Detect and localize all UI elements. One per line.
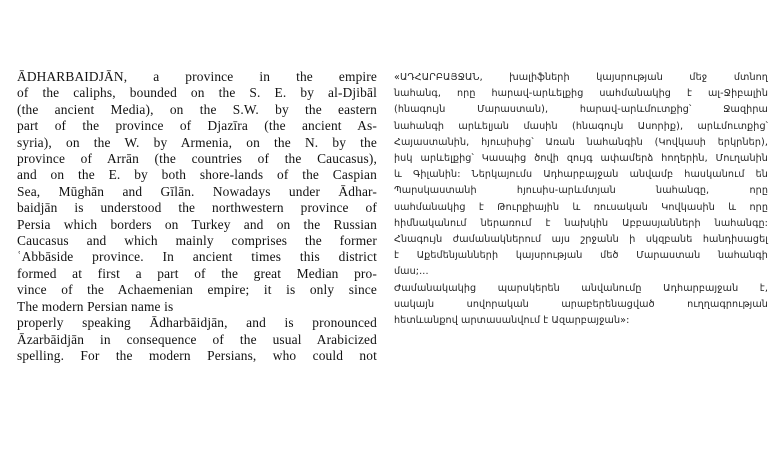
english-line: (the ancient Media), on the S.W. by the eastern bbox=[17, 101, 377, 117]
english-line: Sea, Mūghān and Gīlān. Nowadays under Ādhar- bbox=[17, 183, 377, 199]
english-line: part of the province of Djazīra (the ancient As- bbox=[17, 118, 377, 134]
armenian-line: նահանգ, որը հարավ-արևելքից սահմանակից է ալ-Ջիբալին bbox=[394, 88, 768, 100]
english-line: syria), on the W. by Armenia, on the N. by the bbox=[17, 134, 377, 150]
armenian-line: սահմանակից է Թուրքիային և ռուսական Կովկասին և որը bbox=[394, 201, 768, 213]
english-line: Caucasus and which mainly comprises the former bbox=[17, 233, 377, 249]
armenian-line: նահանգի արևելյան մասին (հնագույն Ասորիք), արևմուտքից՝ bbox=[394, 120, 768, 132]
english-line: The modern Persian name is bbox=[17, 298, 174, 314]
english-line: and on the E. by both shore-lands of the Caspian bbox=[17, 167, 377, 183]
armenian-text-column bbox=[394, 70, 768, 329]
english-line: spelling. For the modern Persians, who could not bbox=[17, 347, 377, 363]
armenian-line: իսկ արևելքից՝ Կասպից ծովի զույգ ափամերձ հողերին, Մուղանին bbox=[394, 153, 768, 165]
armenian-line: Պարսկաստանի հյուսիս-արևմտյան նահանգը, որը bbox=[394, 185, 768, 197]
armenian-line: սակայն սովորական արաբերենացված ուղղագրության bbox=[394, 298, 768, 310]
armenian-line: Ժամանակակից պարսկերեն անվանումը Ադհարբայջան է, bbox=[394, 282, 768, 294]
armenian-line: Հնագույն ժամանակներում այս շրջանն ի սկզբանե հանդիսացել bbox=[394, 234, 768, 246]
armenian-line: մաս;... bbox=[394, 266, 429, 278]
armenian-line: հիմնականում ներառում է նախկին Աբբասյանների նահանգը: bbox=[394, 217, 768, 229]
english-line: vince of the Achaemenian empire; it is only since bbox=[17, 282, 377, 298]
english-text-column bbox=[17, 69, 377, 364]
english-line: Āzarbāidjān in consequence of the usual Arabicized bbox=[17, 331, 377, 347]
english-line: province of Arrān (the countries of the Caucasus), bbox=[17, 151, 377, 167]
armenian-line: է Աքեմենյանների կայսրության մեծ Մարաստան նահանգի bbox=[394, 250, 768, 262]
english-line: properly speaking Ādharbāidjān, and is pronounced bbox=[17, 315, 377, 331]
armenian-line: Հայաստանին, հյուսիսից՝ Առան նահանգին (Կովկասի երկրներ), bbox=[394, 136, 768, 148]
english-line: Persia which borders on Turkey and on the Russian bbox=[17, 216, 377, 232]
armenian-line: հետևանքով արտասանվում է Ազարբայջան»: bbox=[394, 315, 630, 327]
english-line: formed at first a part of the great Median pro- bbox=[17, 265, 377, 281]
english-line: ĀDHARBAIDJĀN, a province in the empire bbox=[17, 69, 377, 84]
armenian-line: (հնագույն Մարաստան), հարավ-արևմուտքից՝ Ջազիրա bbox=[394, 104, 768, 116]
english-line: baidjān is understood the northwestern province of bbox=[17, 200, 377, 216]
english-line: of the caliphs, bounded on the S. E. by al-Djibāl bbox=[17, 85, 377, 101]
armenian-line: և Գիլանին: Ներկայումս Ադհարբայջան անվամբ հասկանում են bbox=[394, 169, 768, 181]
armenian-line: «ԱԴՀԱՐԲԱՅՋԱՆ, խալիֆների կայսրության մեջ մտնող bbox=[394, 72, 768, 83]
english-line: ʿAbbāside province. In ancient times this district bbox=[17, 249, 377, 265]
